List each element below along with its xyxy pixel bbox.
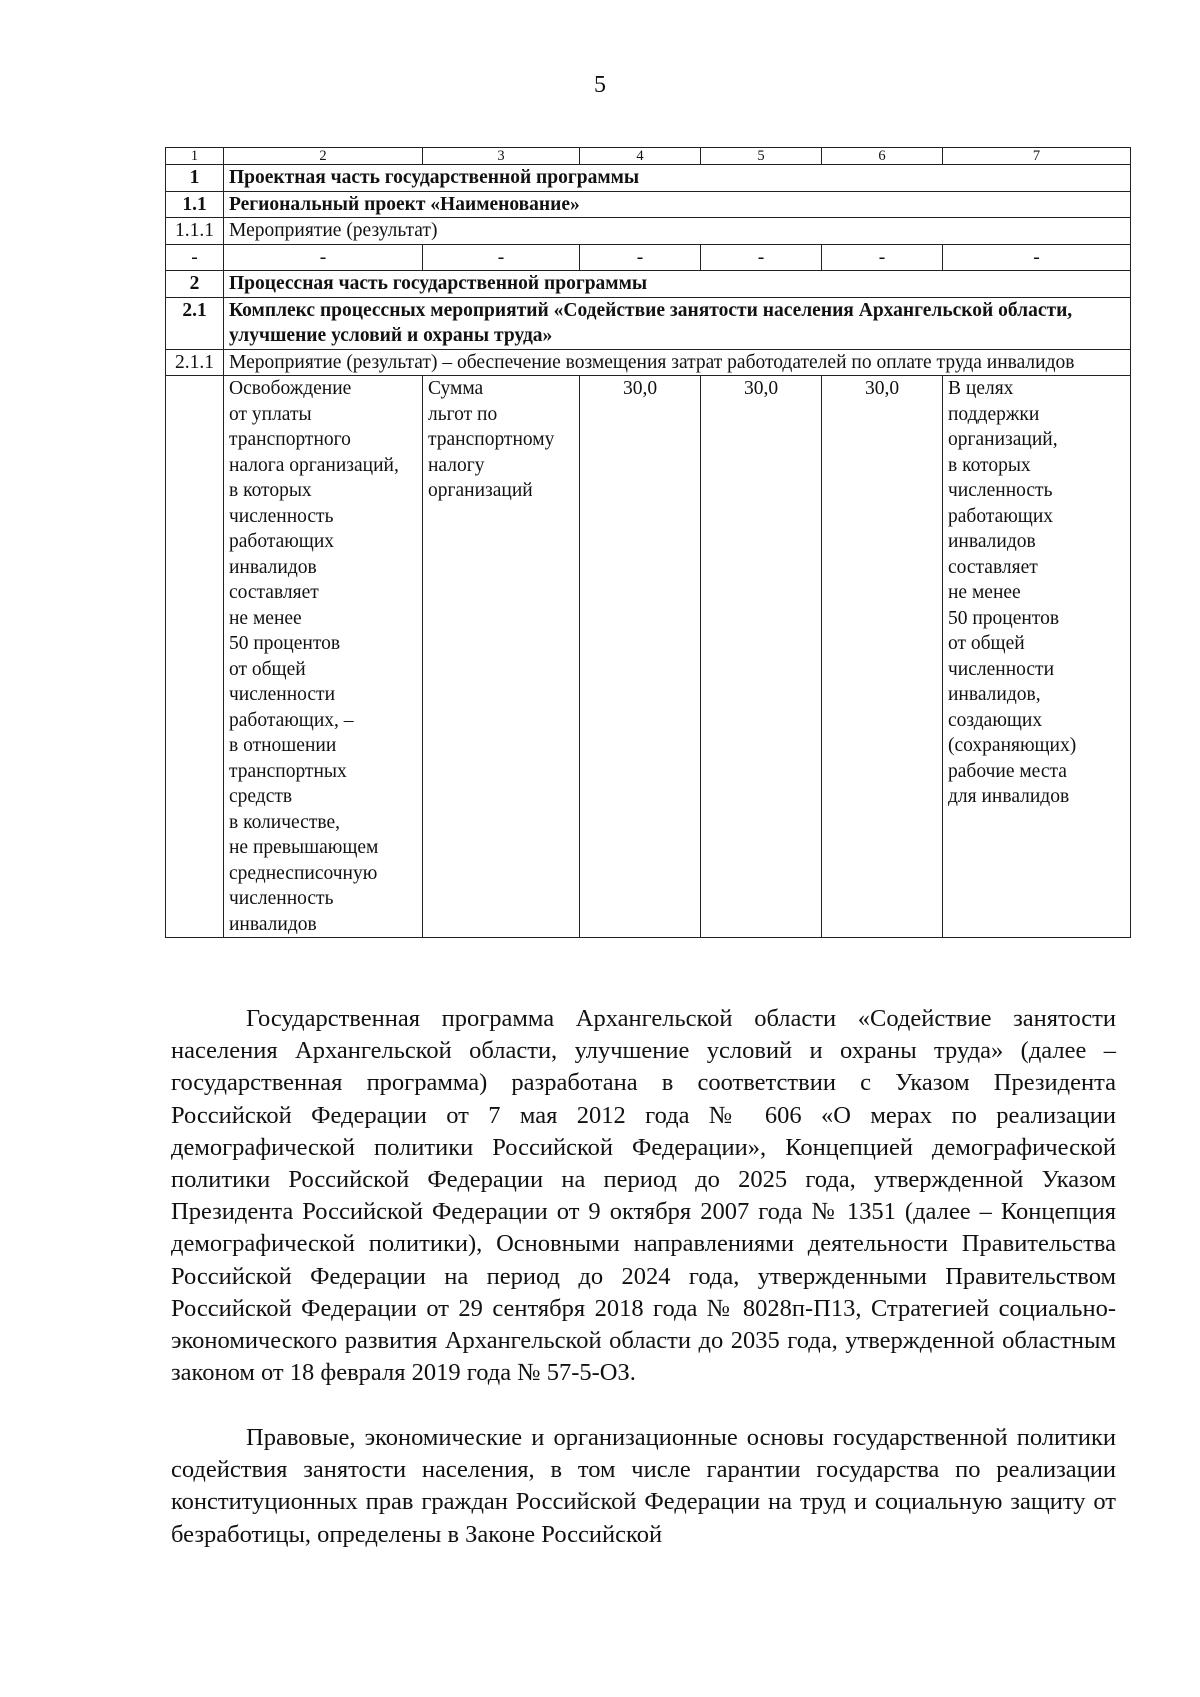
section-number: 2 (166, 271, 224, 298)
page-number: 5 (594, 72, 606, 98)
section-number: 1.1 (166, 191, 224, 218)
value-cell: 30,0 (580, 376, 701, 938)
column-number: 3 (423, 148, 580, 165)
section-row-1 (166, 165, 1131, 192)
dash-cell: - (580, 244, 701, 271)
section-row-2 (166, 271, 1131, 298)
dash-cell: - (224, 244, 423, 271)
dash-row (166, 244, 1131, 271)
empty-cell (166, 376, 224, 938)
body-paragraph: Правовые, экономические и организационные основы государственной политики содействия занятости населения, в том числе гарантии государства по реализации конституционных прав граждан Российской Федерации на труд и социальную защиту от безработицы, определены в Законе Российской (171, 1424, 1116, 1548)
value-cell: 30,0 (822, 376, 943, 938)
value-cell: 30,0 (701, 376, 822, 938)
column-number: 2 (224, 148, 423, 165)
dash-cell: - (701, 244, 822, 271)
indicator-name: Сумма льгот по транспортному налогу организаций (423, 376, 580, 938)
column-number: 1 (166, 148, 224, 165)
section-row-2-1 (166, 297, 1131, 349)
column-number: 6 (822, 148, 943, 165)
dash-cell: - (822, 244, 943, 271)
column-number: 5 (701, 148, 822, 165)
section-number: 2.1.1 (166, 349, 224, 376)
section-row-1-1 (166, 191, 1131, 218)
section-number: 1.1.1 (166, 218, 224, 245)
section-row-2-1-1 (166, 349, 1131, 376)
column-number: 7 (943, 148, 1131, 165)
section-number: 2.1 (166, 297, 224, 349)
section-row-1-1-1 (166, 218, 1131, 245)
body-paragraph: Государственная программа Архангельской области «Содействие занятости населения Архангельской области, улучшение условий и охраны труда» (далее – государственная программа) разработана в соответствии с Указом Президента Российской Федерации от 7 мая 2012 года № 606 «О мерах по реализации демографической политики Российской Федерации», Концепцией демографической политики Российской Федерации на период до 2025 года, утвержденной Указом Президента Российской Федерации от 9 октября 2007 года № 1351 (далее – Концепция демографической политики), Основными направлениями деятельности Правительства Российской Федерации на период до 2024 года, утвержденными Правительством Российской Федерации от 29 сентября 2018 года № 8028п-П13, Стратегией социально-экономического развития Архангельской области до 2035 года, утвержденной областным законом от 18 февраля 2019 года № 57-5-ОЗ. (171, 1005, 1116, 1387)
section-title: Мероприятие (результат) (224, 218, 1131, 245)
dash-cell: - (423, 244, 580, 271)
dash-cell: - (943, 244, 1131, 271)
section-title: Мероприятие (результат) – обеспечение возмещения затрат работодателей по оплате труда инвалидов (224, 349, 1131, 376)
purpose-description: В целях поддержки организаций, в которых численность работающих инвалидов составляет не менее 50 процентов от общей численности инвалидов, создающих (сохраняющих) рабочие места для инвалидов (943, 376, 1131, 938)
detail-row (166, 376, 1131, 938)
measure-description: Освобождение от уплаты транспортного налога организаций, в которых численность работающих инвалидов составляет не менее 50 процентов от общей численности работающих, – в отношении транспортных средств в количестве, не превышающем среднесписочную численность инвалидов (224, 376, 423, 938)
section-title: Комплекс процессных мероприятий «Содействие занятости населения Архангельской области, улучшение условий и охраны труда» (224, 297, 1131, 349)
section-title: Процессная часть государственной программы (224, 271, 1131, 298)
section-title: Региональный проект «Наименование» (224, 191, 1131, 218)
dash-cell: - (166, 244, 224, 271)
section-number: 1 (166, 165, 224, 192)
column-number: 4 (580, 148, 701, 165)
program-table (165, 147, 1131, 938)
section-title: Проектная часть государственной программы (224, 165, 1131, 192)
column-number-row (166, 148, 1131, 165)
